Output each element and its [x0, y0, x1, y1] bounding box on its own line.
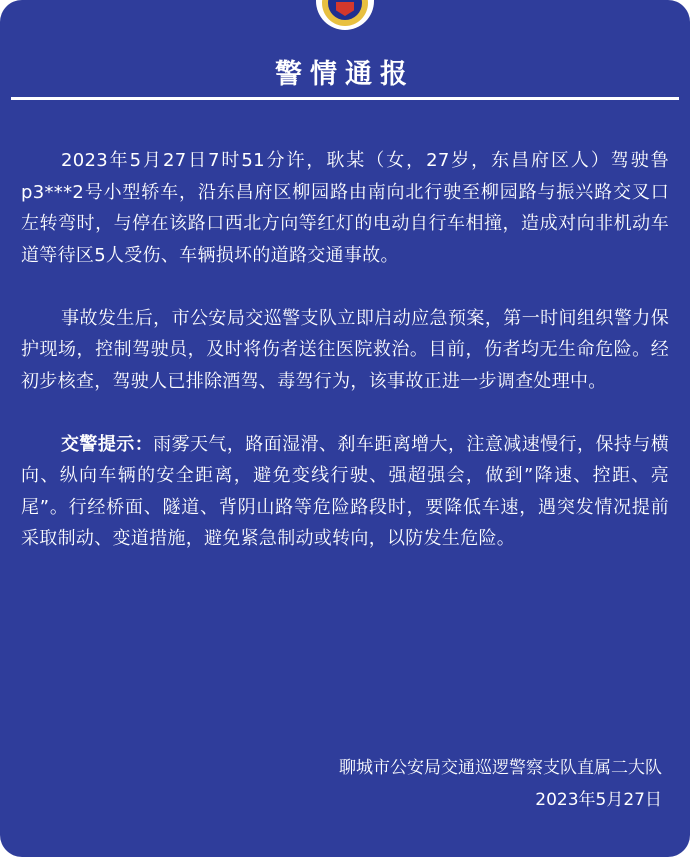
notice-body — [21, 145, 669, 586]
issue-date: 2023年5月27日 — [535, 790, 662, 810]
paragraph-tip — [21, 429, 669, 555]
notice-title: 警情通报 — [275, 59, 415, 90]
signature-block — [339, 752, 662, 816]
paragraph-incident: 2023年5月27日7时51分许，耿某（女，27岁，东昌府区人）驾驶鲁p3***2号小型轿车，沿东昌府区柳园路由南向北行驶至柳园路与振兴路交叉口左转弯时，与停在该路口西北方向等红灯的电动自行车相撞，造成对向非机动车道等待区5人受伤、车辆损坏的道路交通事故。 — [21, 150, 669, 266]
title-divider — [11, 97, 679, 100]
tip-label: 交警提示： — [61, 433, 154, 455]
tip-text: 雨雾天气，路面湿滑、刹车距离增大，注意减速慢行，保持与横向、纵向车辆的安全距离，避免变线行驶、强超强会，做到”降速、控距、亮尾”。行经桥面、隧道、背阴山路等危险路段时，要降低车速，遇突发情况提前采取制动、变道措施，避免紧急制动或转向，以防发生危险。 — [21, 433, 669, 549]
issuer-name: 聊城市公安局交通巡逻警察支队直属二大队 — [339, 758, 662, 778]
paragraph-response: 事故发生后，市公安局交巡警支队立即启动应急预案，第一时间组织警力保护现场，控制驾驶员，及时将伤者送往医院救治。目前，伤者均无生命危险。经初步核查，驾驶人已排除酒驾、毒驾行为，该事故正进一步调查处理中。 — [21, 307, 669, 392]
police-emblem-icon — [316, 0, 374, 30]
